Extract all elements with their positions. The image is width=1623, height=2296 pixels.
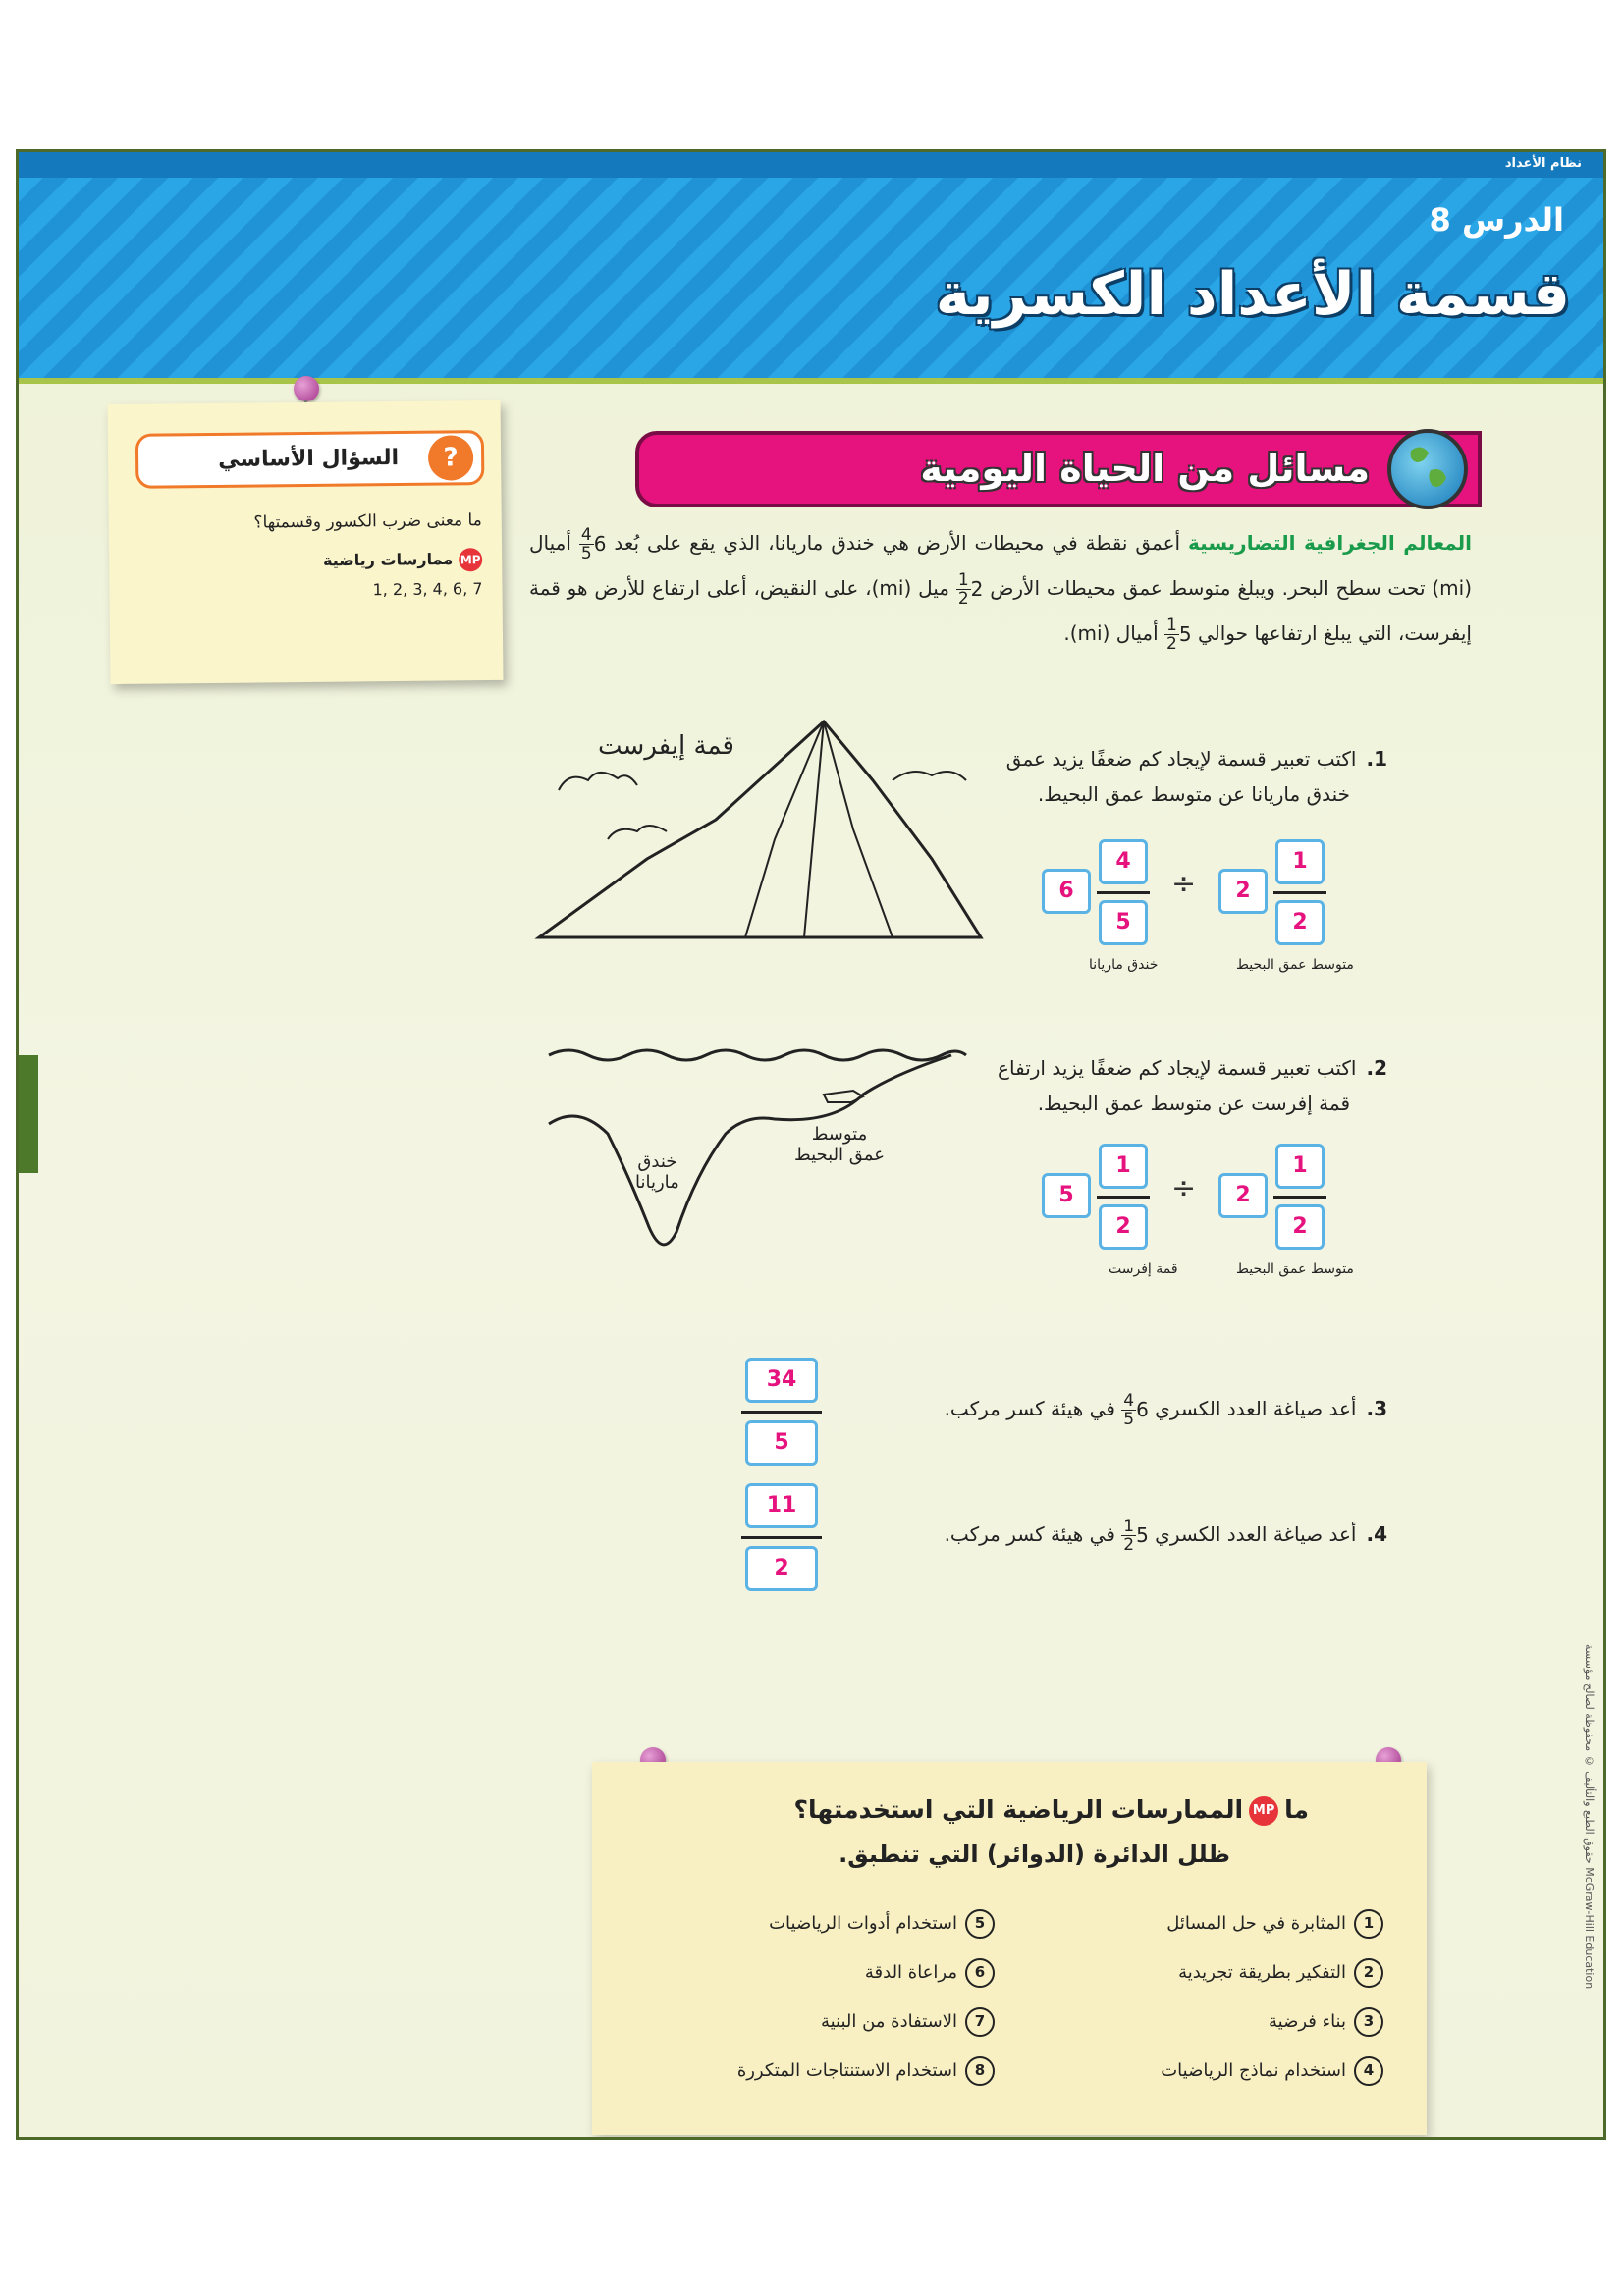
answer-box[interactable]: 2 — [745, 1546, 818, 1591]
answer-box[interactable]: 11 — [745, 1483, 818, 1528]
trench-label: خندق ماريانا — [635, 1151, 679, 1193]
intro-paragraph: المعالم الجغرافية التضاريسية أعمق نقطة في محيطات الأرض هي خندق ماريانا، الذي يقع على بُعد 6 $\frac{4}{5}$ أميال (mi) تحت سطح البحر. ويبلغ متوسط عمق محيطات الأرض 2 $\frac{1}{2}$ ميل (mi)، على النقيض، أعلى ارتفاع للأرض هو قمة إيفرست، التي يبلغ ارتفاعها حوالي 5 $\frac{1}{2}$ أميال (mi). — [529, 525, 1473, 654]
answer-box[interactable]: 6 — [1042, 869, 1091, 914]
answer-box[interactable]: 1 — [1275, 1144, 1325, 1189]
division-sign: ÷ — [1171, 867, 1197, 901]
mixed-number: 6 $\frac{4}{5}$ — [580, 525, 607, 563]
mixed-number: 2 $\frac{1}{2}$ — [957, 570, 984, 609]
pin-icon — [294, 376, 319, 401]
practice-circle[interactable]: 3 — [1354, 2007, 1383, 2037]
answer-box[interactable]: 2 — [1218, 1173, 1268, 1218]
side-tab — [19, 1055, 38, 1173]
practice-option[interactable]: 5استخدام أدوات الرياضيات — [769, 1909, 995, 1939]
question-bubble-icon: ? — [428, 435, 473, 480]
practices-subtitle: ظلل الدائرة (الدوائر) التي تنطبق. — [839, 1841, 1230, 1868]
everest-label: قمة إيفرست — [598, 731, 734, 761]
lesson-number: الدرس 8 — [1429, 201, 1564, 239]
essential-question-label: السؤال الأساسي — [217, 446, 400, 472]
section-banner — [635, 431, 1482, 507]
topic-label: نظام الأعداد — [1504, 156, 1582, 171]
ocean-drawing — [539, 1026, 971, 1261]
intro-highlight: المعالم الجغرافية التضاريسية — [1188, 531, 1473, 555]
lesson-header — [19, 152, 1603, 384]
practice-option[interactable]: 7الاستفادة من البنية — [821, 2007, 995, 2037]
answer-box[interactable]: 2 — [1099, 1204, 1148, 1250]
globe-icon — [1387, 429, 1468, 509]
fraction-bar — [1273, 1196, 1326, 1199]
fraction-bar — [741, 1411, 822, 1414]
answer-box[interactable]: 5 — [1099, 900, 1148, 945]
answer-box[interactable]: 2 — [1275, 900, 1325, 945]
answer-box[interactable]: 1 — [1275, 839, 1325, 884]
practice-option[interactable]: 1المثابرة في حل المسائل — [1166, 1909, 1383, 1939]
answer-box[interactable]: 2 — [1218, 869, 1268, 914]
answer-box[interactable]: 34 — [745, 1358, 818, 1403]
answer-box[interactable]: 4 — [1099, 839, 1148, 884]
practice-circle[interactable]: 5 — [965, 1909, 995, 1939]
practice-option[interactable]: 2التفكير بطريقة تجريدية — [1178, 1958, 1383, 1988]
fraction-bar — [741, 1536, 822, 1539]
math-practices-card — [592, 1762, 1427, 2135]
mixed-number: 5 $\frac{1}{2}$ — [1123, 1517, 1149, 1555]
fraction-bar — [1273, 891, 1326, 894]
answer-box[interactable]: 5 — [745, 1420, 818, 1466]
mp-badge-icon: MP — [1249, 1796, 1278, 1826]
practice-circle[interactable]: 2 — [1354, 1958, 1383, 1988]
problem-1-label-right: متوسط عمق البحيط — [1236, 957, 1354, 973]
practice-circle[interactable]: 7 — [965, 2007, 995, 2037]
practice-option[interactable]: 6مراعاة الدقة — [865, 1958, 995, 1988]
math-practices-numbers: 1, 2, 3, 4, 6, 7 — [372, 579, 483, 600]
essential-question-text: ما معنى ضرب الكسور وقسمتها؟ — [253, 510, 482, 533]
answer-box[interactable]: 2 — [1275, 1204, 1325, 1250]
problem-4-text: 4.أعد صياغة العدد الكسري 5 $\frac{1}{2}$ في هيئة كسر مركب. — [944, 1517, 1387, 1555]
section-title: مسائل من الحياة اليومية — [920, 447, 1370, 490]
math-practices-label: MPممارسات رياضية — [323, 548, 482, 573]
copyright-credit: حقوق الطبع والتأليف © محفوظة لصالح مؤسسة McGraw-Hill Education — [1583, 1644, 1596, 1990]
practice-circle[interactable]: 6 — [965, 1958, 995, 1988]
problem-2-text: 2.اكتب تعبير قسمة لإيجاد كم ضعفًا يزيد ارتفاع قمة إفرست عن متوسط عمق البحيط. — [998, 1056, 1387, 1115]
fraction-bar — [1097, 891, 1150, 894]
average-depth-label: متوسط عمق البحيط — [794, 1124, 885, 1165]
problem-2-label-left: قمة إفرست — [1109, 1261, 1178, 1277]
essential-question-label-box — [135, 430, 485, 489]
worksheet-page — [16, 149, 1606, 2140]
answer-box[interactable]: 5 — [1042, 1173, 1091, 1218]
division-sign: ÷ — [1171, 1171, 1197, 1205]
mixed-number: 5 $\frac{1}{2}$ — [1166, 615, 1192, 654]
answer-box[interactable]: 1 — [1099, 1144, 1148, 1189]
problem-3-text: 3.أعد صياغة العدد الكسري 6 $\frac{4}{5}$ في هيئة كسر مركب. — [944, 1391, 1387, 1429]
topic-strip — [19, 152, 1603, 178]
lesson-title: قسمة الأعداد الكسرية — [935, 260, 1570, 329]
fraction-bar — [1097, 1196, 1150, 1199]
everest-drawing — [519, 712, 991, 947]
mixed-number: 6 $\frac{4}{5}$ — [1123, 1391, 1149, 1429]
practice-circle[interactable]: 8 — [965, 2056, 995, 2086]
problem-1-label-left: خندق ماريانا — [1089, 957, 1159, 973]
practices-title: ماMPالممارسات الرياضية التي استخدمتها؟ — [793, 1795, 1309, 1824]
problem-2-label-right: متوسط عمق البحيط — [1236, 1261, 1354, 1277]
practice-option[interactable]: 4استخدام نماذج الرياضيات — [1161, 2056, 1383, 2086]
essential-question-card — [108, 400, 504, 684]
practice-option[interactable]: 3بناء فرضية — [1269, 2007, 1383, 2037]
practice-option[interactable]: 8استخدام الاستنتاجات المتكررة — [737, 2056, 995, 2086]
mp-badge-icon: MP — [459, 548, 482, 571]
practice-circle[interactable]: 1 — [1354, 1909, 1383, 1939]
practice-circle[interactable]: 4 — [1354, 2056, 1383, 2086]
problem-1-text: 1.اكتب تعبير قسمة لإيجاد كم ضعفًا يزيد عمق خندق ماريانا عن متوسط عمق البحيط. — [1005, 747, 1387, 806]
